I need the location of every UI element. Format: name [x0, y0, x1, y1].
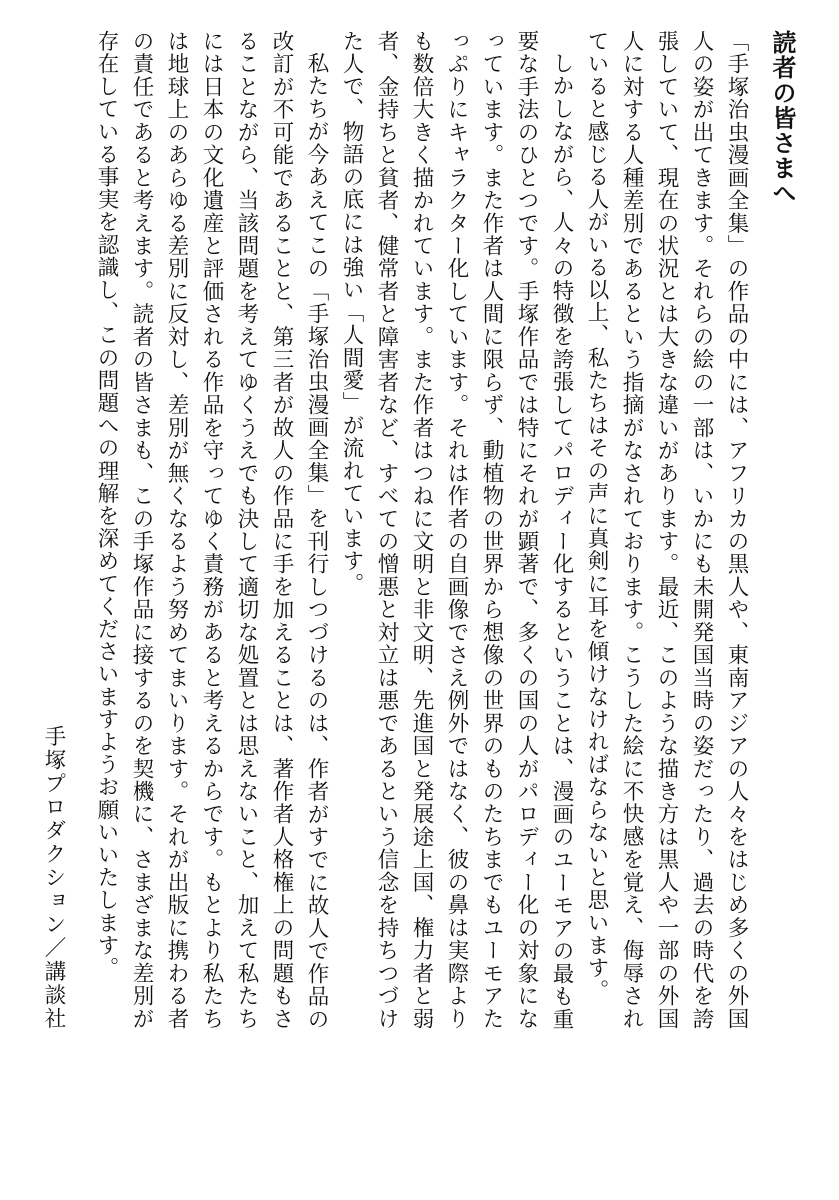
signature: 手塚プロダクション／講談社	[41, 724, 66, 1030]
notice-text-block	[39, 30, 799, 1030]
page-title: 読者の皆さまへ	[768, 30, 796, 206]
paragraph-1: 「手塚治虫漫画全集」の作品の中には、アフリカの黒人や、東南アジアの人々をはじめ多くの外国人の姿が出てきます。それらの絵の一部は、いかにも未開発国当時の姿だったり、過去の時代を誇張していて、現在の状況とは大きな違いがあります。最近、このような描き方は黒人や一部の外国人に対する人種差別であるという指摘がなされております。こうした絵に不快感を覚え、侮辱されていると感じる人がいる以上、私たちはその声に真剣に耳を傾けなければならないと思います。	[584, 30, 749, 1030]
paragraph-2: しかしながら、人々の特徴を誇張してパロディー化するということは、漫画のユーモアの最も重要な手法のひとつです。手塚作品では特にそれが顕著で、多くの国の人がパロディー化の対象になっています。また作者は人間に限らず、動植物の世界から想像の世界のものたちまでもユーモアたっぷりにキャラクター化しています。それは作者の自画像でさえ例外ではなく、彼の鼻は実際よりも数倍大きく描かれています。また作者はつねに文明と非文明、先進国と発展途上国、権力者と弱者、金持ちと貧者、健常者と障害者など、すべての憎悪と対立は悪であるという信念を持ちつづけた人で、物語の底には強い「人間愛」が流れています。	[339, 30, 574, 1030]
paragraph-3: 私たちが今あえてこの「手塚治虫漫画全集」を刊行しつづけるのは、作者がすでに故人で作品の改訂が不可能であることと、第三者が故人の作品に手を加えることは、著作者人格権上の問題もさることながら、当該問題を考えてゆくうえでも決して適切な処置とは思えないこと、加えて私たちには日本の文化遺産と評価される作品を守ってゆく責務があると考えるからです。もとより私たちは地球上のあらゆる差別に反対し、差別が無くなるよう努めてまいります。それが出版に携わる者の責任であると考えます。読者の皆さまも、この手塚作品に接するのを契機に、さまざまな差別が存在している事実を認識し、この問題への理解を深めてくださいますようお願いいたします。	[94, 30, 329, 1030]
